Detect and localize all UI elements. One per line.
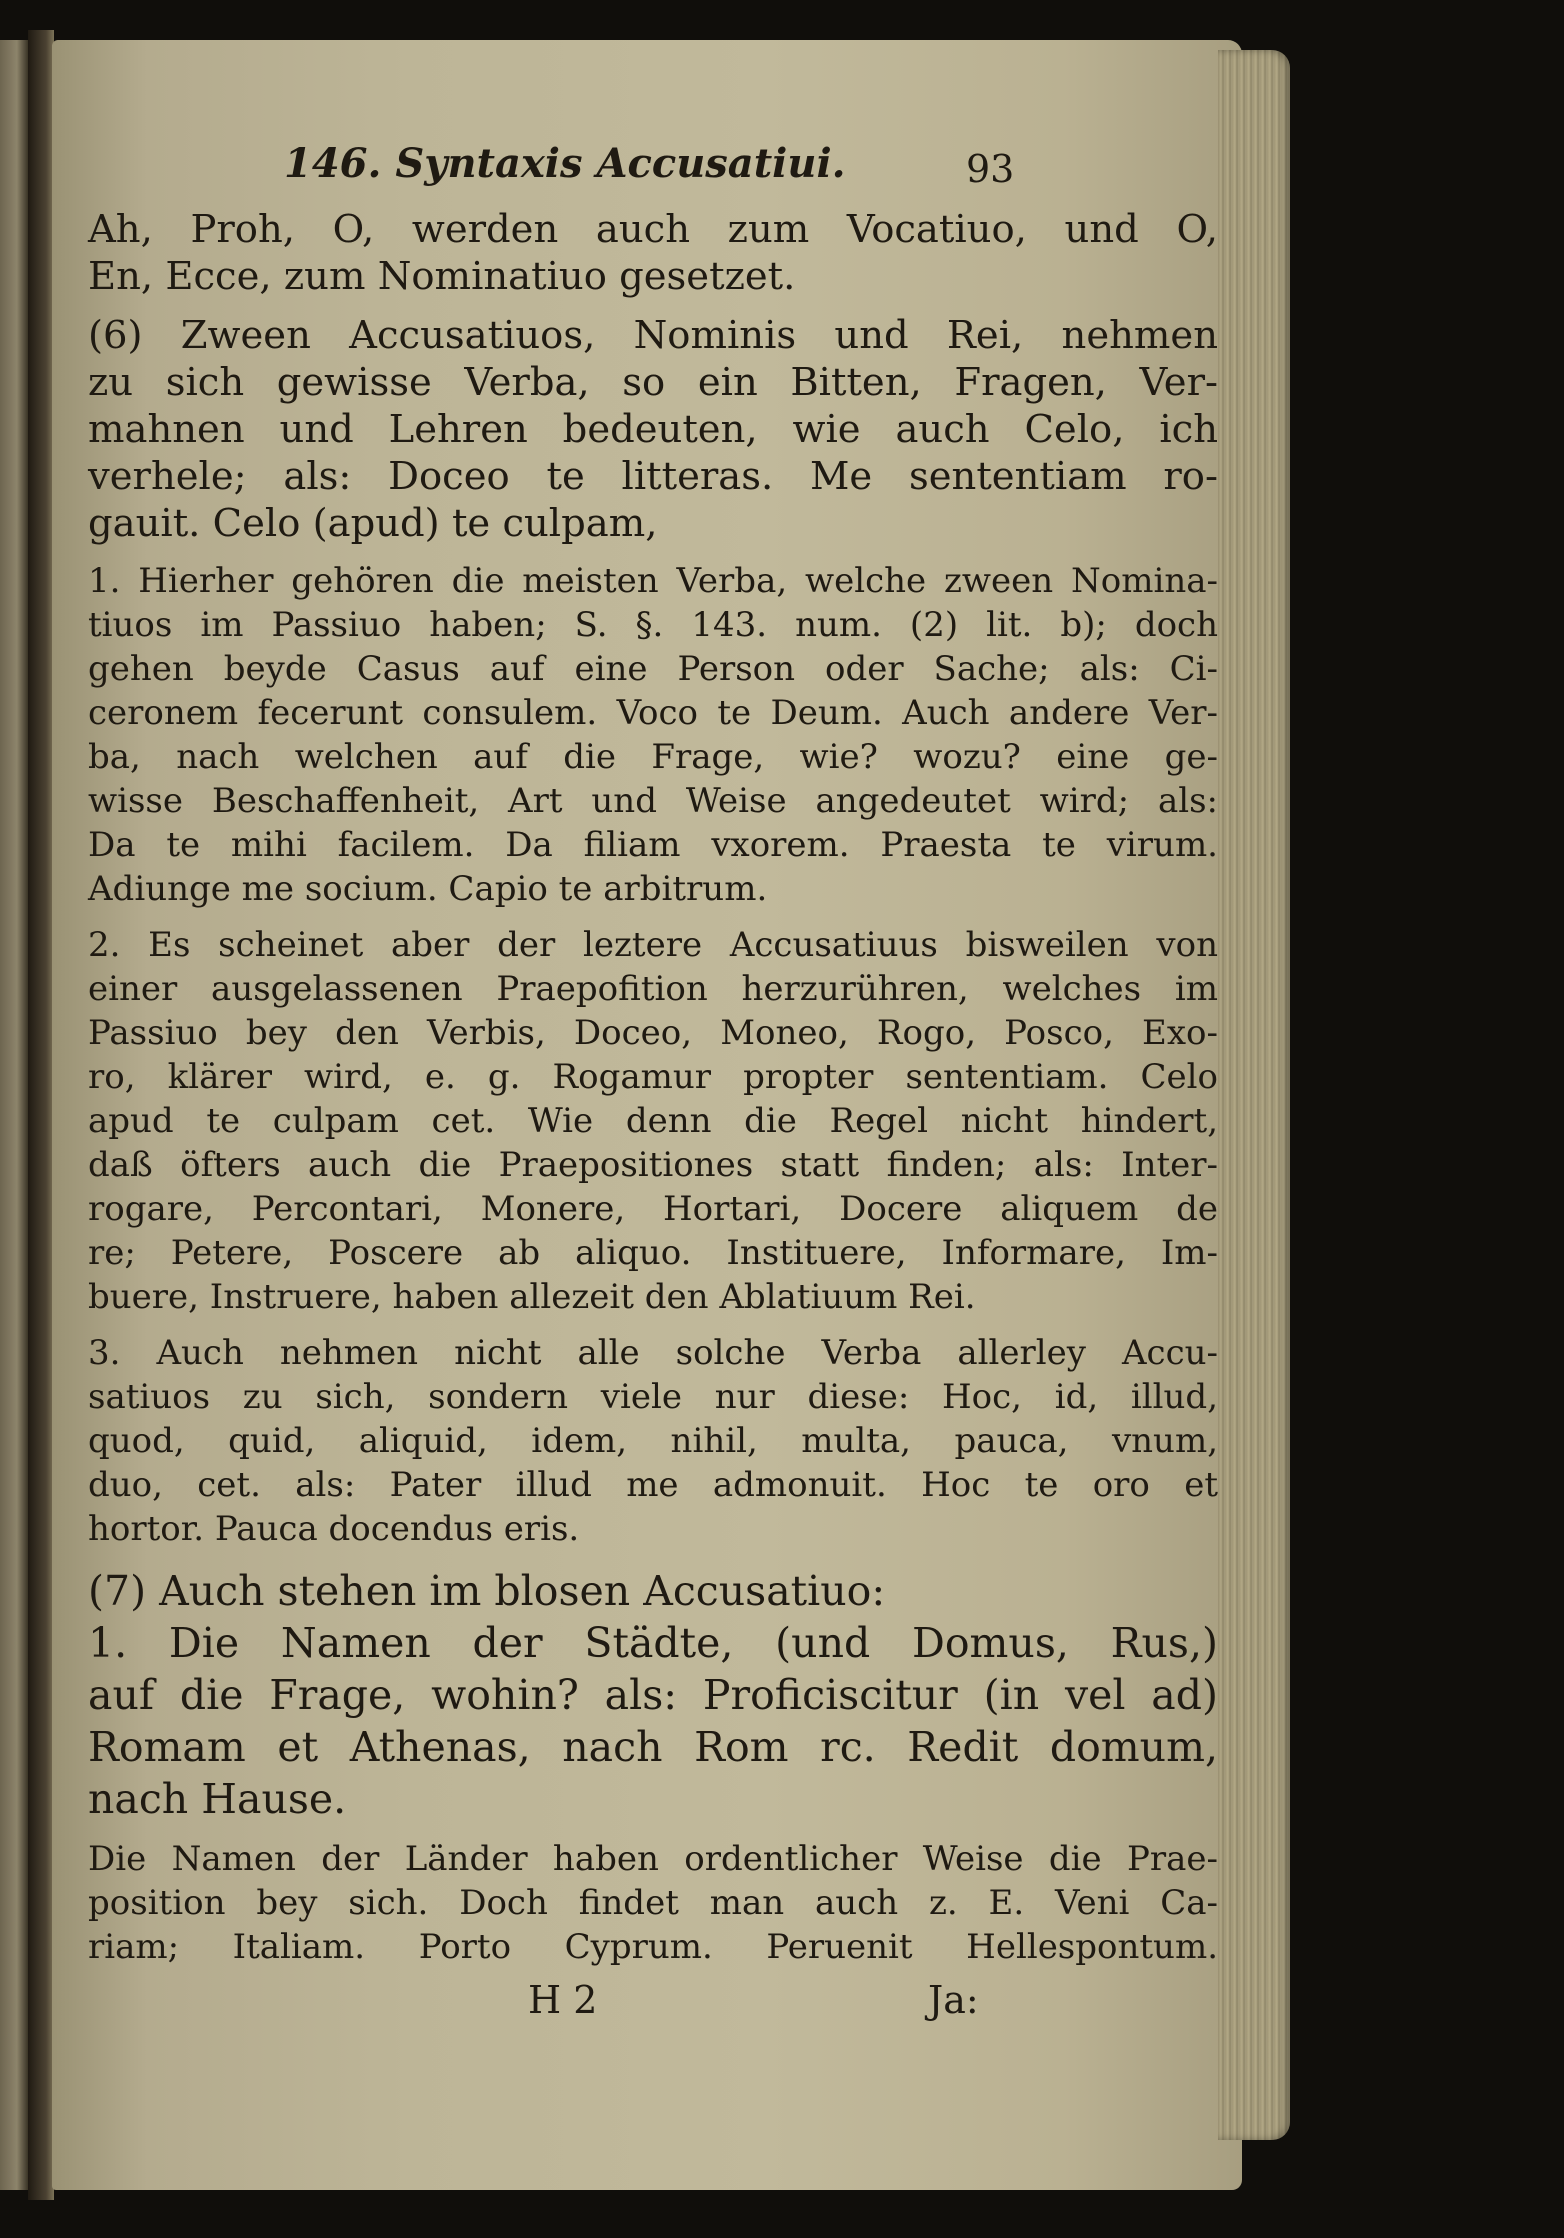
note-1 — [88, 559, 1218, 911]
text-line: gehen beyde Casus auf eine Person oder Sache; als: Ci- — [88, 649, 1218, 689]
text-line: Romam et Athenas, nach Rom rc. Redit domum, — [88, 1723, 1218, 1771]
text-line: zu sich gewisse Verba, so ein Bitten, Fragen, Ver- — [88, 360, 1218, 405]
page-fore-edge — [1218, 50, 1290, 2140]
text-line: hortor. Pauca docendus eris. — [88, 1509, 580, 1549]
text-line: tiuos im Passiuo haben; S. §. 143. num. (2) lit. b); doch — [88, 605, 1218, 645]
paragraph-rule-7 — [88, 1565, 1218, 1825]
page-text — [88, 140, 1218, 2029]
page-footer — [88, 1977, 1218, 2029]
text-line: einer ausgelassenen Praepofition herzurühren, welches im — [88, 969, 1218, 1009]
text-line: Passiuo bey den Verbis, Doceo, Moneo, Rogo, Posco, Exo- — [88, 1013, 1218, 1053]
left-page-margin — [2, 40, 28, 2190]
left-page-edge — [0, 40, 28, 2190]
text-line: position bey sich. Doch findet man auch z. E. Veni Ca- — [88, 1883, 1218, 1923]
page-number: 93 — [966, 147, 1015, 191]
text-line: re; Petere, Poscere ab aliquo. Instituere, Informare, Im- — [88, 1233, 1218, 1273]
text-line: Ah, Proh, O, werden auch zum Vocatiuo, und O, — [88, 207, 1218, 252]
paragraph-rule-6 — [88, 312, 1218, 547]
text-line: buere, Instruere, haben allezeit den Ablatiuum Rei. — [88, 1277, 976, 1317]
running-header — [88, 140, 1218, 196]
text-line: 3. Auch nehmen nicht alle solche Verba allerley Accu- — [88, 1333, 1218, 1373]
text-line: nach Hause. — [88, 1775, 347, 1823]
book-gutter — [28, 30, 54, 2200]
text-line: verhele; als: Doceo te litteras. Me sententiam ro- — [88, 454, 1218, 499]
note-3 — [88, 1331, 1218, 1551]
note-2 — [88, 923, 1218, 1319]
text-line: 1. Hierher gehören die meisten Verba, welche zween Nomina- — [88, 561, 1218, 601]
text-line: riam; Italiam. Porto Cyprum. Peruenit Hellespontum. — [88, 1927, 1218, 1967]
paragraph-intro — [88, 206, 1218, 300]
text-line: ro, klärer wird, e. g. Rogamur propter sententiam. Celo — [88, 1057, 1218, 1097]
text-line: quod, quid, aliquid, idem, nihil, multa, pauca, vnum, — [88, 1421, 1218, 1461]
text-line: Da te mihi facilem. Da filiam vxorem. Praesta te virum. — [88, 825, 1218, 865]
text-line: 1. Die Namen der Städte, (und Domus, Rus,) — [88, 1619, 1218, 1667]
section-heading: (7) Auch stehen im blosen Accusatiuo: — [88, 1567, 886, 1615]
text-line: ceronem fecerunt consulem. Voco te Deum. Auch andere Ver- — [88, 693, 1218, 733]
text-line: gauit. Celo (apud) te culpam, — [88, 501, 658, 546]
text-line: rogare, Percontari, Monere, Hortari, Docere aliquem de — [88, 1189, 1218, 1229]
text-line: 2. Es scheinet aber der leztere Accusatiuus bisweilen von — [88, 925, 1218, 965]
running-title: 146. Syntaxis Accusatiui. — [284, 140, 846, 187]
catchword: Ja: — [928, 1978, 979, 2022]
note-lands — [88, 1837, 1218, 1969]
text-line: (6) Zween Accusatiuos, Nominis und Rei, nehmen — [88, 313, 1218, 358]
text-line: En, Ecce, zum Nominatiuo gesetzet. — [88, 254, 796, 299]
text-line: mahnen und Lehren bedeuten, wie auch Celo, ich — [88, 407, 1218, 452]
text-line: wisse Beschaffenheit, Art und Weise angedeutet wird; als: — [88, 781, 1218, 821]
text-line: duo, cet. als: Pater illud me admonuit. Hoc te oro et — [88, 1465, 1218, 1505]
text-line: Adiunge me socium. Capio te arbitrum. — [88, 869, 768, 909]
signature-mark: H 2 — [528, 1978, 598, 2022]
text-line: apud te culpam cet. Wie denn die Regel nicht hindert, — [88, 1101, 1218, 1141]
text-line: satiuos zu sich, sondern viele nur diese: Hoc, id, illud, — [88, 1377, 1218, 1417]
text-line: daß öfters auch die Praepositiones statt finden; als: Inter- — [88, 1145, 1218, 1185]
text-line: auf die Frage, wohin? als: Proficiscitur (in vel ad) — [88, 1671, 1218, 1719]
text-line: Die Namen der Länder haben ordentlicher Weise die Prae- — [88, 1839, 1218, 1879]
text-line: ba, nach welchen auf die Frage, wie? wozu? eine ge- — [88, 737, 1218, 777]
